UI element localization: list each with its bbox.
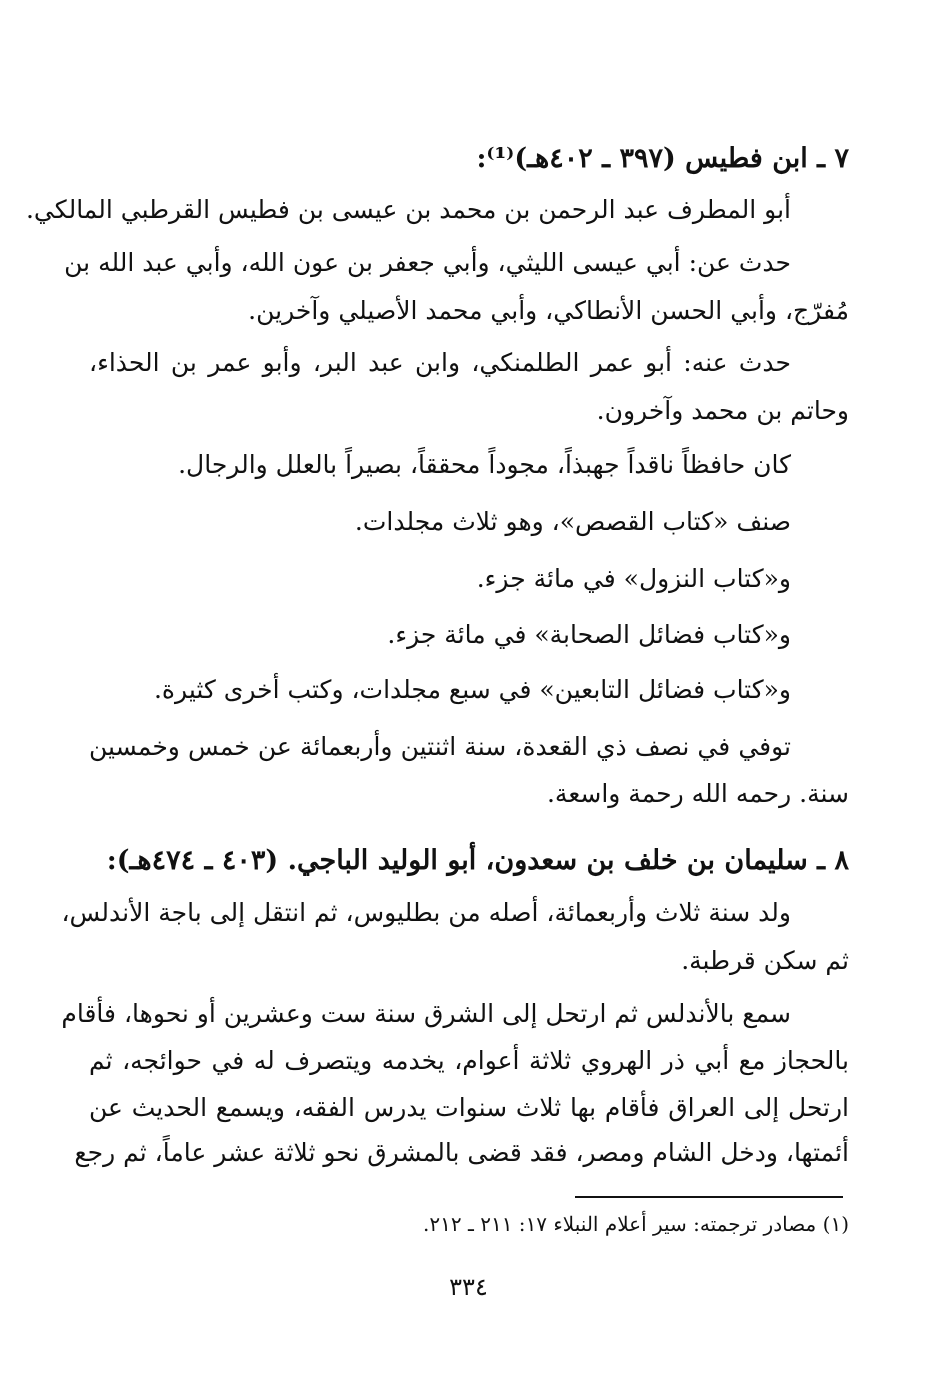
entry-8-travel-line-1: سمع بالأندلس ثم ارتحل إلى الشرق سنة ست وعشرين أو نحوها، فأقام [61, 999, 791, 1028]
entry-7-works-3: و«كتاب فضائل الصحابة» في مائة جزء. [387, 620, 791, 649]
entry-7-works-4: و«كتاب فضائل التابعين» في سبع مجلدات، وكتب أخرى كثيرة. [153, 675, 791, 704]
entry-8-birth-line-1: ولد سنة ثلاث وأربعمائة، أصله من بطليوس، ثم انتقل إلى باجة الأندلس، [61, 898, 791, 927]
entry-7-works-1: صنف «كتاب القصص»، وهو ثلاث مجلدات. [354, 507, 791, 536]
entry-8-travel-line-2: بالحجاز مع أبي ذر الهروي ثلاثة أعوام، يخدمه ويتصرف له في حوائجه، ثم [89, 1046, 849, 1075]
footnote: (١) مصادر ترجمته: سير أعلام النبلاء ١٧: ٢١١ ـ ٢١٢. [423, 1212, 849, 1236]
entry-8-heading: ٨ ـ سليمان بن خلف بن سعدون، أبو الوليد الباجي. (٤٠٣ ـ ٤٧٤هـ): [106, 845, 849, 876]
entry-7-works-2: و«كتاب النزول» في مائة جزء. [476, 564, 791, 593]
entry-7-full-name: أبو المطرف عبد الرحمن بن محمد بن عيسى بن فطيس القرطبي المالكي. [25, 195, 791, 224]
entry-7-narrated-by-line-2: وحاتم بن محمد وآخرون. [596, 396, 849, 425]
entry-8-travel-line-4: أئمتها، ودخل الشام ومصر، فقد قضى بالمشرق نحو ثلاثة عشر عاماً، ثم رجع [74, 1138, 849, 1167]
entry-7-death-line-2: سنة. رحمه الله رحمة واسعة. [546, 779, 849, 808]
footnote-separator [575, 1196, 843, 1198]
entry-7-narrated-from-line-2: مُفرّج، وأبي الحسن الأنطاكي، وأبي محمد الأصيلي وآخرين. [248, 296, 849, 325]
entry-7-praise: كان حافظاً ناقداً جهبذاً، مجوداً محققاً، بصيراً بالعلل والرجال. [178, 450, 791, 479]
page-number: ٣٣٤ [449, 1273, 488, 1301]
entry-7-heading: ٧ ـ ابن فطيس (٣٩٧ ـ ٤٠٢هـ)⁽¹⁾: [476, 143, 849, 174]
entry-7-narrated-by-line-1: حدث عنه: أبو عمر الطلمنكي، وابن عبد البر، وأبو عمر بن الحذاء، [89, 348, 791, 377]
entry-8-birth-line-2: ثم سكن قرطبة. [681, 946, 849, 975]
entry-7-narrated-from-line-1: حدث عن: أبي عيسى الليثي، وأبي جعفر بن عون الله، وأبي عبد الله بن [64, 248, 791, 277]
entry-8-travel-line-3: ارتحل إلى العراق فأقام بها ثلاث سنوات يدرس الفقه، ويسمع الحديث عن [89, 1093, 849, 1122]
entry-7-death-line-1: توفي في نصف ذي القعدة، سنة اثنتين وأربعمائة عن خمس وخمسين [89, 732, 791, 761]
